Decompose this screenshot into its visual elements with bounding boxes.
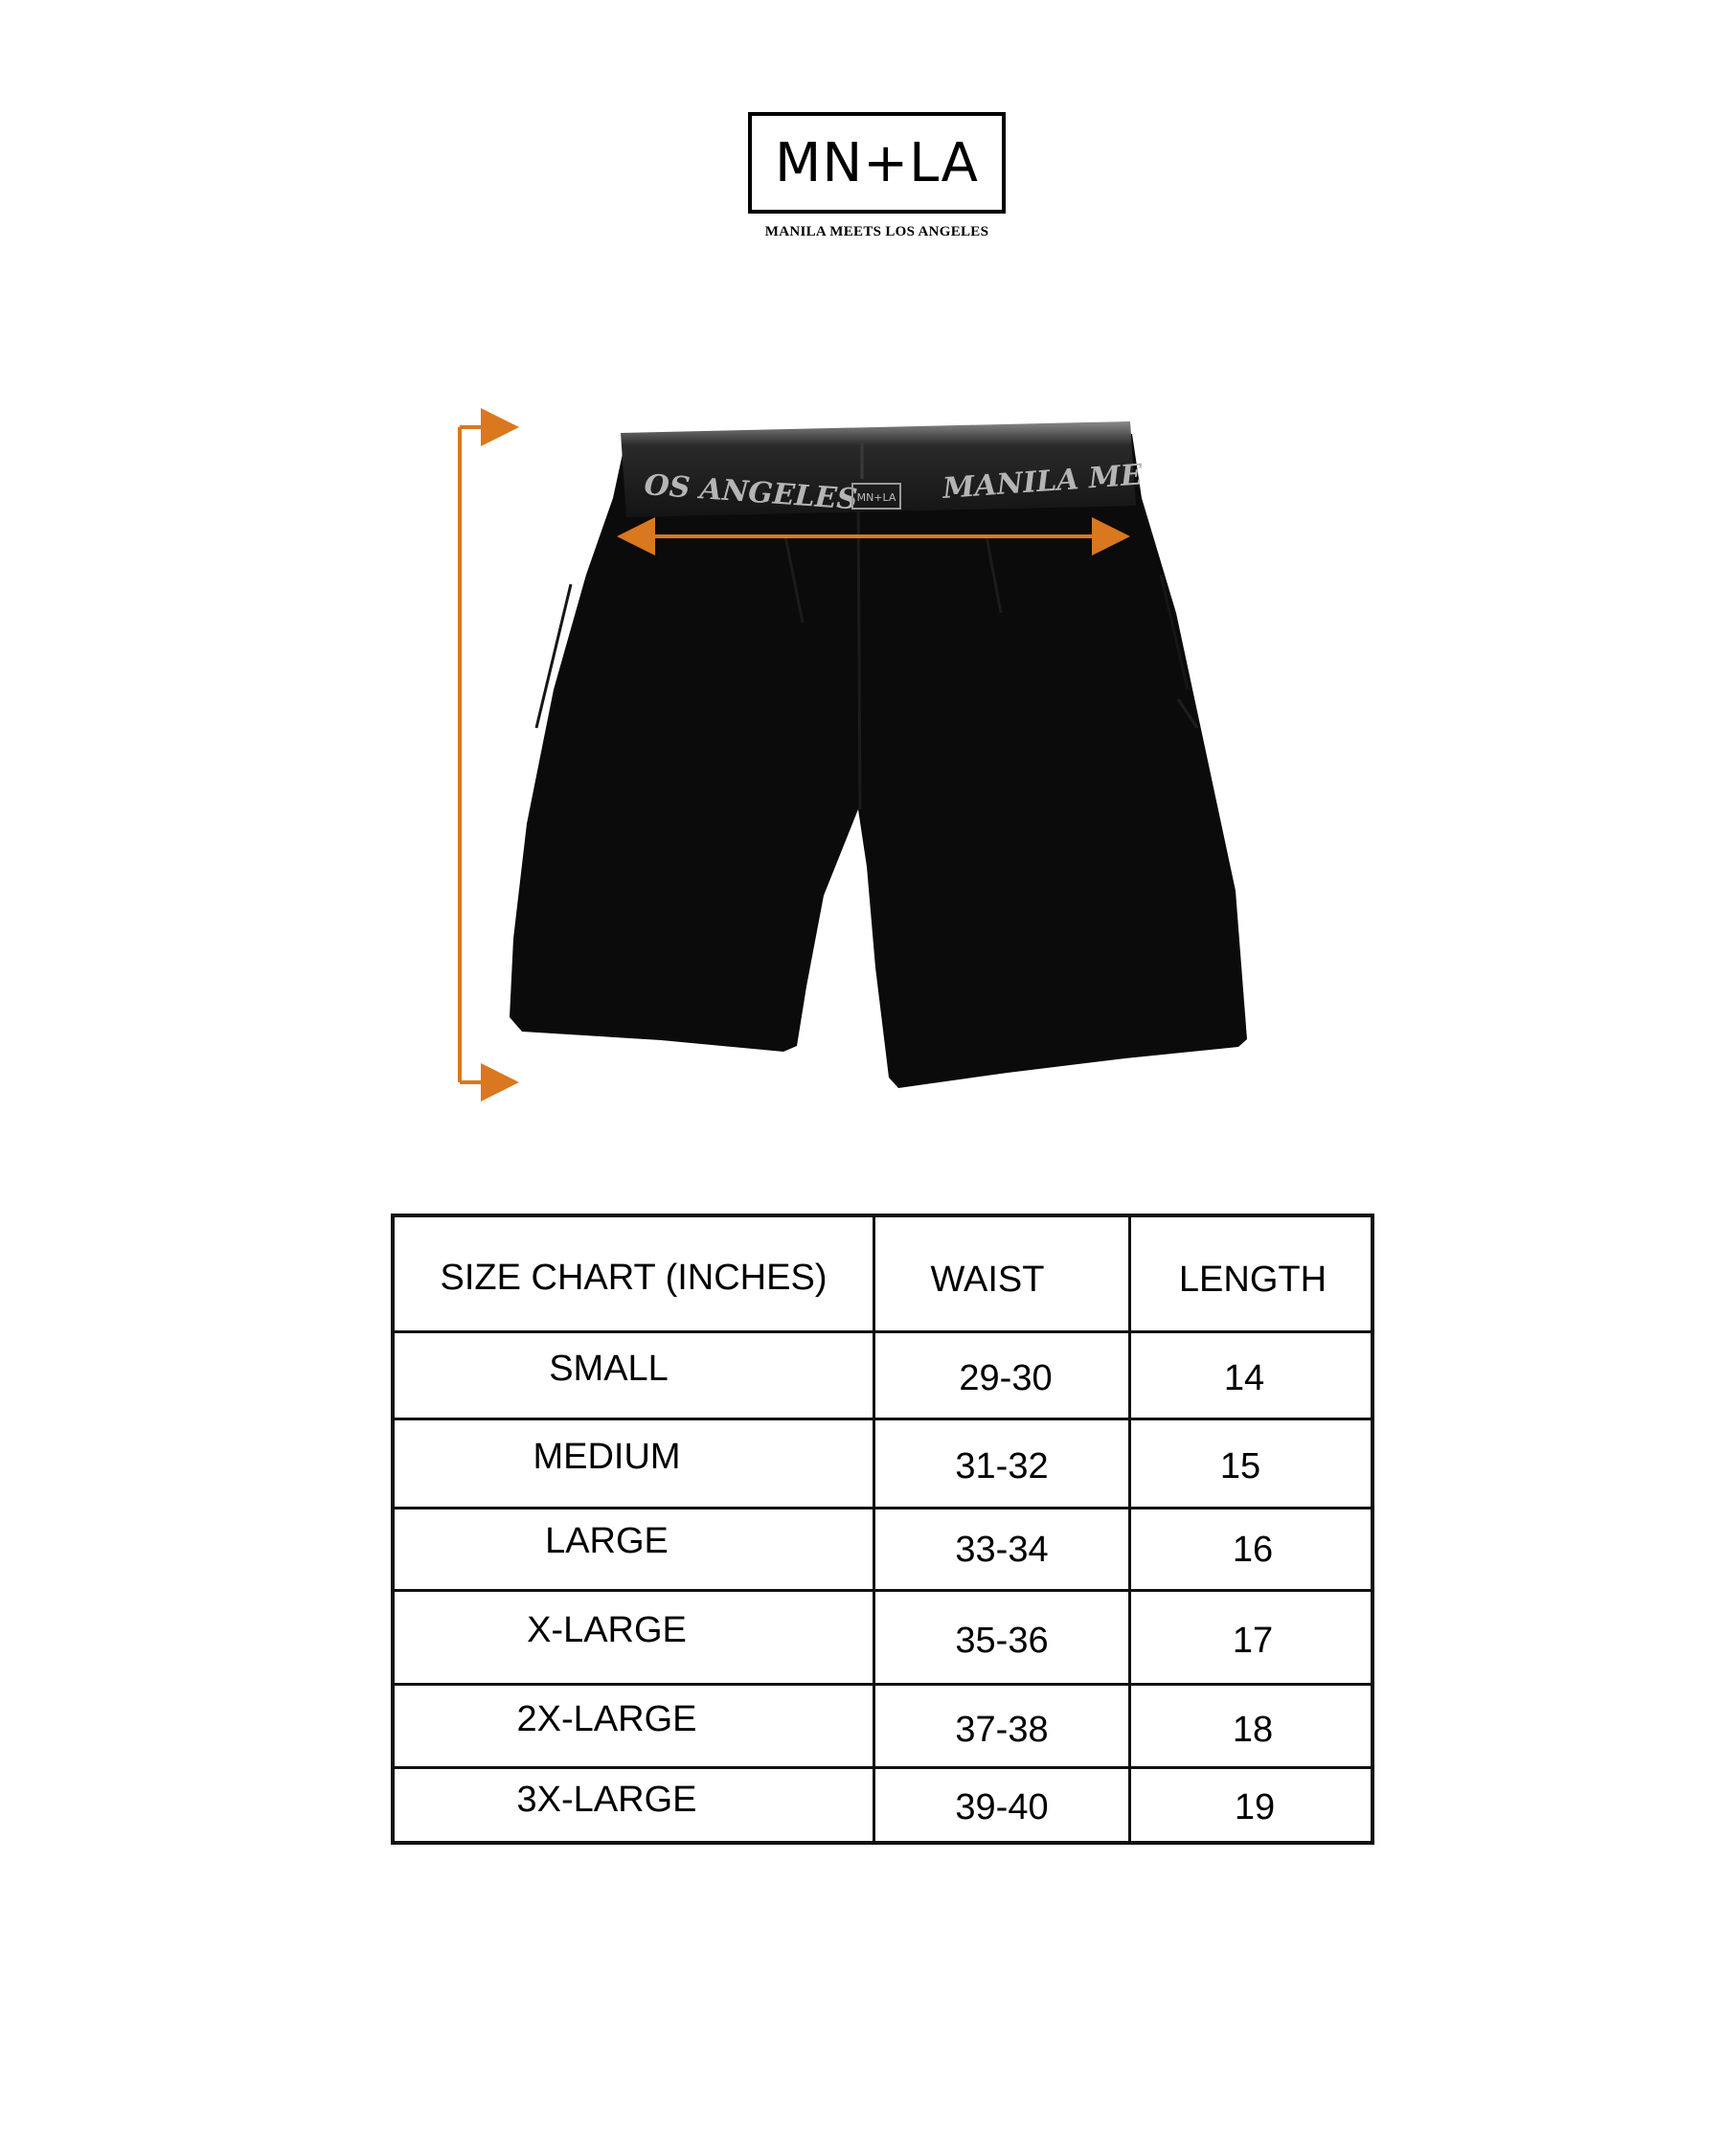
waist-value: 37-38 (955, 1709, 1049, 1750)
brand-tagline: MANILA MEETS LOS ANGELES (764, 224, 989, 239)
size-label: 2X-LARGE (516, 1698, 697, 1739)
size-label: 3X-LARGE (516, 1780, 697, 1820)
waistband-text-right: MANILA ME (941, 458, 1144, 506)
size-label: SMALL (549, 1348, 669, 1389)
size-label: MEDIUM (533, 1436, 681, 1477)
length-value: 16 (1232, 1530, 1274, 1570)
logo-text: MN+LA (775, 131, 979, 194)
table-header-size-chart: SIZE CHART (INCHES) (440, 1257, 828, 1298)
table-header-length: LENGTH (1178, 1259, 1327, 1300)
length-value: 15 (1219, 1445, 1261, 1487)
length-value: 14 (1223, 1357, 1265, 1398)
waist-value: 39-40 (955, 1787, 1049, 1827)
waistband (621, 421, 1145, 517)
size-chart-table (391, 1214, 1374, 1845)
table-header-waist: WAIST (930, 1259, 1045, 1300)
shorts-garment (510, 434, 1247, 1088)
length-value: 18 (1232, 1709, 1274, 1750)
size-label: X-LARGE (527, 1610, 687, 1650)
length-value: 17 (1232, 1621, 1274, 1661)
waist-value: 35-36 (955, 1621, 1049, 1661)
patch-text: MN+LA (856, 491, 896, 504)
waist-value: 31-32 (955, 1445, 1049, 1487)
waist-value: 33-34 (955, 1530, 1049, 1570)
size-label: LARGE (545, 1521, 669, 1561)
waist-value: 29-30 (959, 1357, 1053, 1398)
waistband-text-left: OS ANGELES (643, 468, 859, 517)
length-value: 19 (1234, 1787, 1276, 1827)
length-measurement-arrow (460, 427, 511, 1082)
